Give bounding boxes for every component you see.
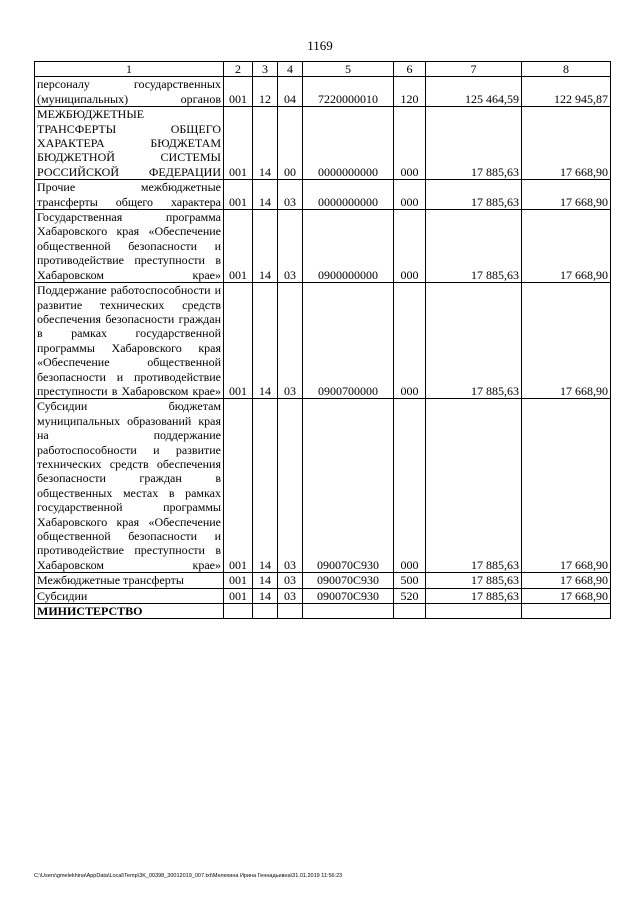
cell-code-3: [253, 604, 278, 619]
cell-code-6: 000: [394, 283, 426, 399]
table-row: [35, 604, 611, 619]
row-name: МИНИСТЕРСТВО: [35, 604, 224, 619]
cell-code-3: 14: [253, 573, 278, 588]
row-name: Субсидии бюджетам муниципальных образований края на поддержание работоспособности и развитие технических средств обеспечения безопасности граждан в общественных местах в рамках государственной программы Хабаровского края «Обеспечение общественной безопасности и противодействие преступности в Хабаровском крае»: [35, 399, 224, 573]
row-name: Прочие межбюджетные трансферты общего характера: [35, 180, 224, 210]
row-name: персоналу государственных (муниципальных) органов: [35, 77, 224, 107]
column-header: 7: [426, 62, 522, 77]
row-name: МЕЖБЮДЖЕТНЫЕ ТРАНСФЕРТЫ ОБЩЕГО ХАРАКТЕРА БЮДЖЕТАМ БЮДЖЕТНОЙ СИСТЕМЫ РОССИЙСКОЙ ФЕДЕРАЦИИ: [35, 107, 224, 180]
cell-code-2: 001: [224, 588, 253, 603]
cell-code-4: 03: [278, 210, 303, 283]
cell-code-5: [303, 604, 394, 619]
table-row: [35, 283, 611, 399]
table-row: [35, 77, 611, 107]
column-header-row: [35, 62, 611, 77]
cell-amount-7: 17 885,63: [426, 107, 522, 180]
table-row: [35, 573, 611, 588]
cell-code-4: 03: [278, 180, 303, 210]
cell-amount-7: 17 885,63: [426, 399, 522, 573]
budget-table: [34, 61, 611, 619]
cell-code-6: 520: [394, 588, 426, 603]
row-name: Государственная программа Хабаровского края «Обеспечение общественной безопасности и противодействие преступности в Хабаровском крае»: [35, 210, 224, 283]
table-row: [35, 399, 611, 573]
row-name: Поддержание работоспособности и развитие технических средств обеспечения безопасности граждан в рамках государственной программы Хабаровского края «Обеспечение общественной безопасности и противодействие преступности в Хабаровском крае»: [35, 283, 224, 399]
cell-code-2: 001: [224, 180, 253, 210]
column-header: 2: [224, 62, 253, 77]
column-header: 1: [35, 62, 224, 77]
cell-code-4: 03: [278, 588, 303, 603]
footer-file-path: C:\Users\gmelekhina\AppData\Local\Temp\3K_00398_30012019_007.txt\Мелехина Ирина Геннадьевна\31.01.2019 11:56:23: [34, 873, 343, 879]
cell-code-2: 001: [224, 283, 253, 399]
cell-code-5: 7220000010: [303, 77, 394, 107]
table-row: [35, 210, 611, 283]
row-name: Межбюджетные трансферты: [35, 573, 224, 588]
cell-amount-7: 17 885,63: [426, 210, 522, 283]
cell-code-4: [278, 604, 303, 619]
column-header: 6: [394, 62, 426, 77]
cell-amount-7: 17 885,63: [426, 283, 522, 399]
cell-amount-8: 17 668,90: [522, 573, 611, 588]
cell-code-4: 03: [278, 283, 303, 399]
cell-code-6: 000: [394, 180, 426, 210]
cell-code-2: 001: [224, 77, 253, 107]
cell-code-2: [224, 604, 253, 619]
cell-code-5: 090070С930: [303, 588, 394, 603]
cell-code-4: 04: [278, 77, 303, 107]
cell-amount-8: 17 668,90: [522, 107, 611, 180]
cell-code-2: 001: [224, 107, 253, 180]
cell-amount-7: 17 885,63: [426, 180, 522, 210]
cell-code-6: [394, 604, 426, 619]
cell-amount-7: 17 885,63: [426, 588, 522, 603]
cell-amount-8: 17 668,90: [522, 283, 611, 399]
cell-code-2: 001: [224, 573, 253, 588]
cell-code-2: 001: [224, 210, 253, 283]
cell-amount-8: 122 945,87: [522, 77, 611, 107]
cell-amount-8: 17 668,90: [522, 588, 611, 603]
cell-code-3: 14: [253, 588, 278, 603]
cell-code-5: 0000000000: [303, 107, 394, 180]
cell-amount-7: [426, 604, 522, 619]
column-header: 5: [303, 62, 394, 77]
cell-amount-7: 125 464,59: [426, 77, 522, 107]
column-header: 4: [278, 62, 303, 77]
column-header: 3: [253, 62, 278, 77]
cell-code-3: 14: [253, 107, 278, 180]
cell-code-6: 500: [394, 573, 426, 588]
cell-code-5: 0900000000: [303, 210, 394, 283]
column-header: 8: [522, 62, 611, 77]
table-row: [35, 588, 611, 603]
cell-code-4: 03: [278, 399, 303, 573]
cell-code-3: 14: [253, 399, 278, 573]
cell-code-6: 120: [394, 77, 426, 107]
table-row: [35, 180, 611, 210]
page-number: 1169: [307, 38, 333, 53]
cell-amount-8: 17 668,90: [522, 210, 611, 283]
cell-code-3: 12: [253, 77, 278, 107]
cell-amount-7: 17 885,63: [426, 573, 522, 588]
row-name: Субсидии: [35, 588, 224, 603]
cell-code-4: 00: [278, 107, 303, 180]
cell-code-5: 090070С930: [303, 399, 394, 573]
cell-code-6: 000: [394, 210, 426, 283]
cell-code-3: 14: [253, 180, 278, 210]
cell-code-2: 001: [224, 399, 253, 573]
cell-code-5: 090070С930: [303, 573, 394, 588]
cell-code-6: 000: [394, 107, 426, 180]
cell-amount-8: 17 668,90: [522, 399, 611, 573]
cell-code-3: 14: [253, 283, 278, 399]
cell-code-5: 0000000000: [303, 180, 394, 210]
cell-code-3: 14: [253, 210, 278, 283]
cell-amount-8: 17 668,90: [522, 180, 611, 210]
cell-code-6: 000: [394, 399, 426, 573]
cell-code-4: 03: [278, 573, 303, 588]
cell-code-5: 0900700000: [303, 283, 394, 399]
table-row: [35, 107, 611, 180]
cell-amount-8: [522, 604, 611, 619]
